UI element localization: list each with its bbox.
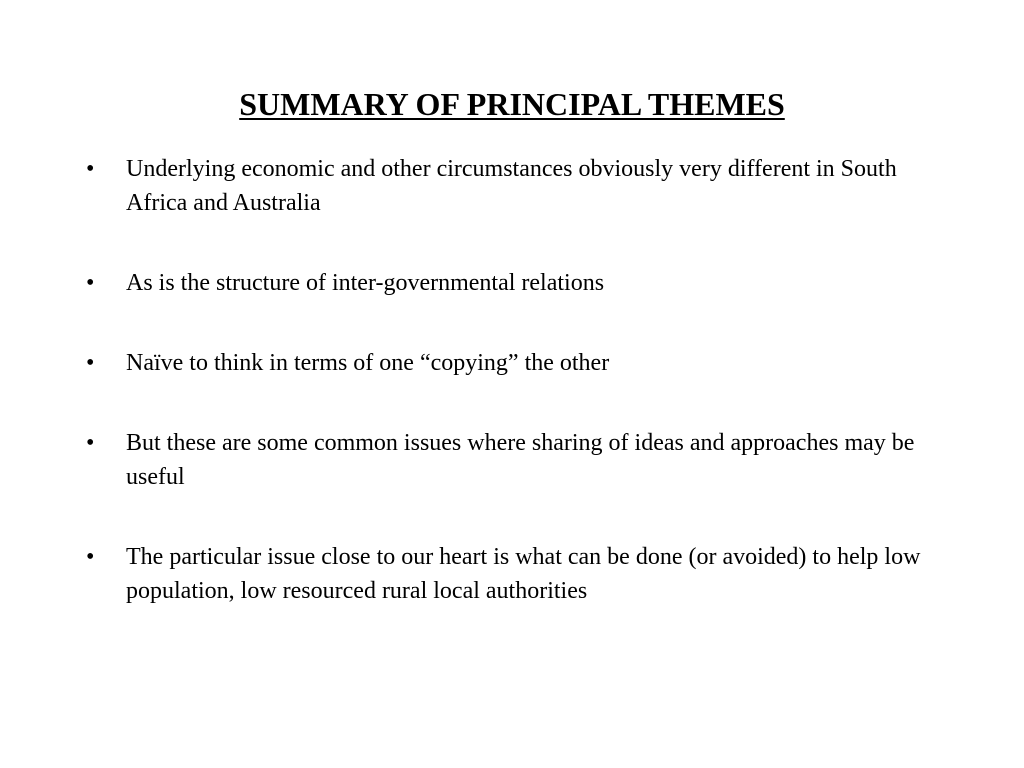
bullet-item <box>86 426 956 494</box>
bullet-item <box>86 346 956 380</box>
bullet-item <box>86 540 956 608</box>
slide-title: SUMMARY OF PRINCIPAL THEMES <box>239 86 785 122</box>
bullet-item <box>86 152 956 220</box>
bullet-item <box>86 266 956 300</box>
bullet-text: The particular issue close to our heart is what can be done (or avoided) to help low population, low resourced rural local authorities <box>126 544 921 604</box>
bullet-text: Underlying economic and other circumstances obviously very different in South Africa and Australia <box>126 156 897 216</box>
bullet-list <box>86 152 956 608</box>
bullet-icon: • <box>86 350 95 376</box>
bullet-icon: • <box>86 544 95 570</box>
bullet-text: Naïve to think in terms of one “copying” the other <box>126 350 610 376</box>
bullet-icon: • <box>86 156 95 182</box>
bullet-icon: • <box>86 270 95 296</box>
bullet-text: As is the structure of inter-governmental relations <box>126 270 605 296</box>
bullet-text: But these are some common issues where sharing of ideas and approaches may be useful <box>126 430 915 490</box>
bullet-icon: • <box>86 430 95 456</box>
